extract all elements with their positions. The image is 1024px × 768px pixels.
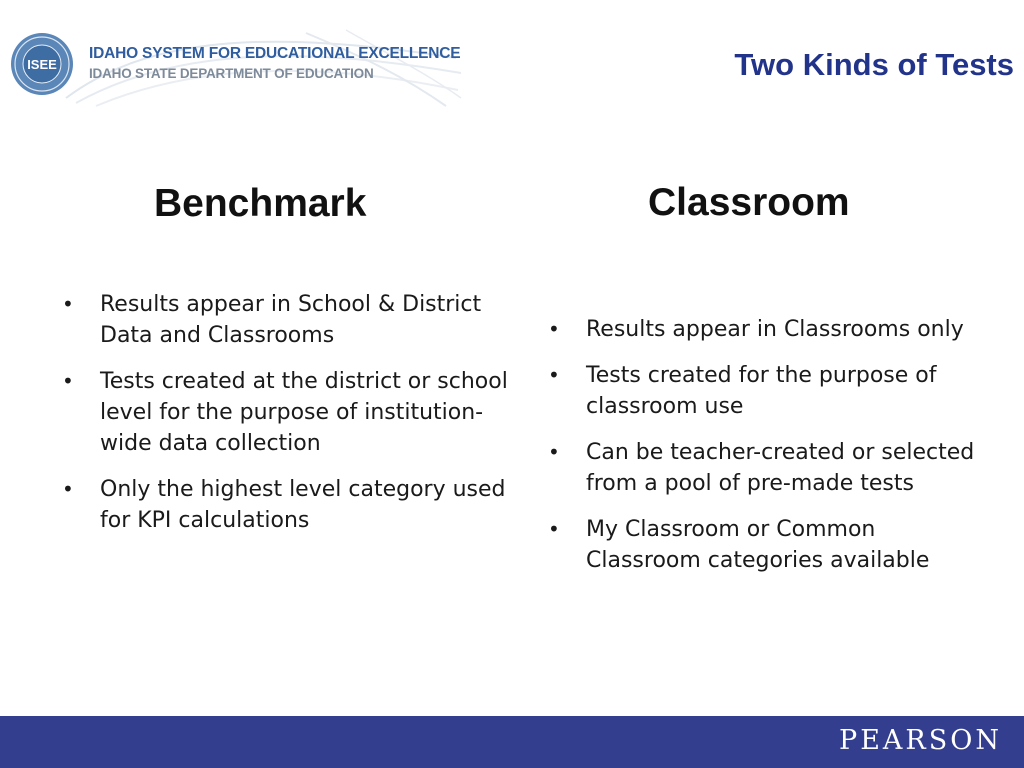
bullet-text: My Classroom or Common Classroom categories available: [586, 517, 930, 573]
isee-seal-icon: [10, 32, 74, 96]
list-item: [62, 474, 512, 536]
list-item: [548, 360, 988, 422]
bullet-text: Results appear in Classrooms only: [586, 317, 964, 342]
org-department: IDAHO STATE DEPARTMENT OF EDUCATION: [89, 66, 374, 81]
seal-label: ISEE: [27, 57, 57, 72]
bullet-text: Results appear in School & District Data and Classrooms: [100, 292, 482, 348]
bullet-text: Tests created for the purpose of classroom use: [586, 363, 937, 419]
bullet-dot-icon: •: [548, 440, 560, 464]
bullet-dot-icon: •: [548, 363, 560, 387]
bullet-text: Only the highest level category used for KPI calculations: [100, 477, 506, 533]
bullet-dot-icon: •: [62, 477, 74, 501]
slide-title: Two Kinds of Tests: [734, 47, 1014, 82]
bullet-dot-icon: •: [548, 317, 560, 341]
benchmark-heading: Benchmark: [154, 182, 367, 225]
list-item: [548, 437, 988, 499]
bullet-dot-icon: •: [548, 517, 560, 541]
org-name: IDAHO SYSTEM FOR EDUCATIONAL EXCELLENCE: [89, 45, 461, 62]
bullet-dot-icon: •: [62, 292, 74, 316]
classroom-heading: Classroom: [648, 181, 850, 224]
bullet-text: Tests created at the district or school level for the purpose of institution-wide data collection: [100, 369, 508, 456]
list-item: [548, 514, 988, 576]
classroom-bullet-list: [548, 314, 988, 591]
pearson-logo: PEARSON: [839, 725, 1002, 756]
list-item: [548, 314, 988, 345]
benchmark-bullet-list: [62, 289, 512, 551]
isee-logo: [6, 28, 466, 108]
list-item: [62, 366, 512, 459]
slide-header: [0, 0, 1024, 110]
bullet-text: Can be teacher-created or selected from a pool of pre-made tests: [586, 440, 975, 496]
footer-band: [0, 716, 1024, 768]
bullet-dot-icon: •: [62, 369, 74, 393]
list-item: [62, 289, 512, 351]
